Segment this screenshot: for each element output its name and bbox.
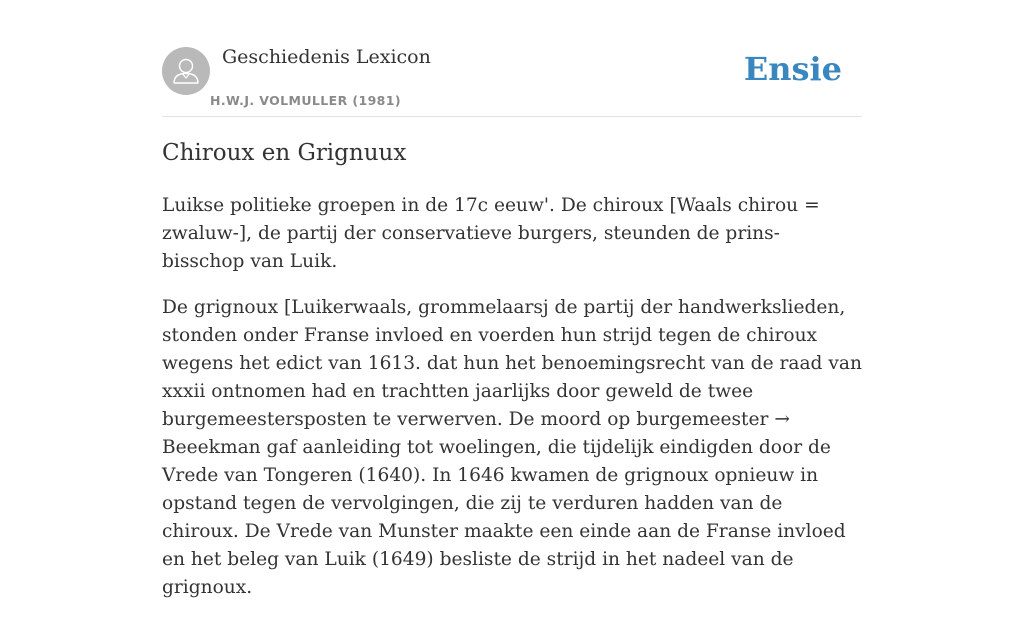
article-body (162, 192, 862, 620)
brand-logo-link[interactable]: Ensie (743, 50, 842, 88)
source-title-link[interactable]: Geschiedenis Lexicon (222, 46, 431, 68)
source-header (162, 46, 862, 117)
user-silhouette-icon (162, 47, 210, 95)
article-paragraph: Luikse politieke groepen in de 17c eeuw'. De chiroux [Waals chirou = zwaluw-], de partij der conservatieve burgers, steunden de prins-bisschop van Luik. (162, 195, 820, 272)
article-paragraph: De grignoux [Luikerwaals, grommelaarsj de partij der handwerkslieden, stonden onder Franse invloed en voerden hun strijd tegen de chiroux wegens het edict van 1613. dat hun het benoemingsrecht van de raad van xxxii ontnomen had en trachtten jaarlijks door geweld de twee burgemeestersposten te verwerven. De moord op burgemeester → Beeekman gaf aanleiding tot woelingen, die tijdelijk eindigden door de Vrede van Tongeren (1640). In 1646 kwamen de grignoux opnieuw in opstand tegen de vervolgingen, die zij te verduren hadden van de chiroux. De Vrede van Munster maakte een einde aan de Franse invloed en het beleg van Luik (1649) besliste de strijd in het nadeel van de grignoux. (162, 297, 862, 598)
article-title: Chiroux en Grignuux (162, 140, 407, 166)
avatar (162, 47, 210, 95)
source-author: H.W.J. VOLMULLER (1981) (210, 93, 401, 108)
